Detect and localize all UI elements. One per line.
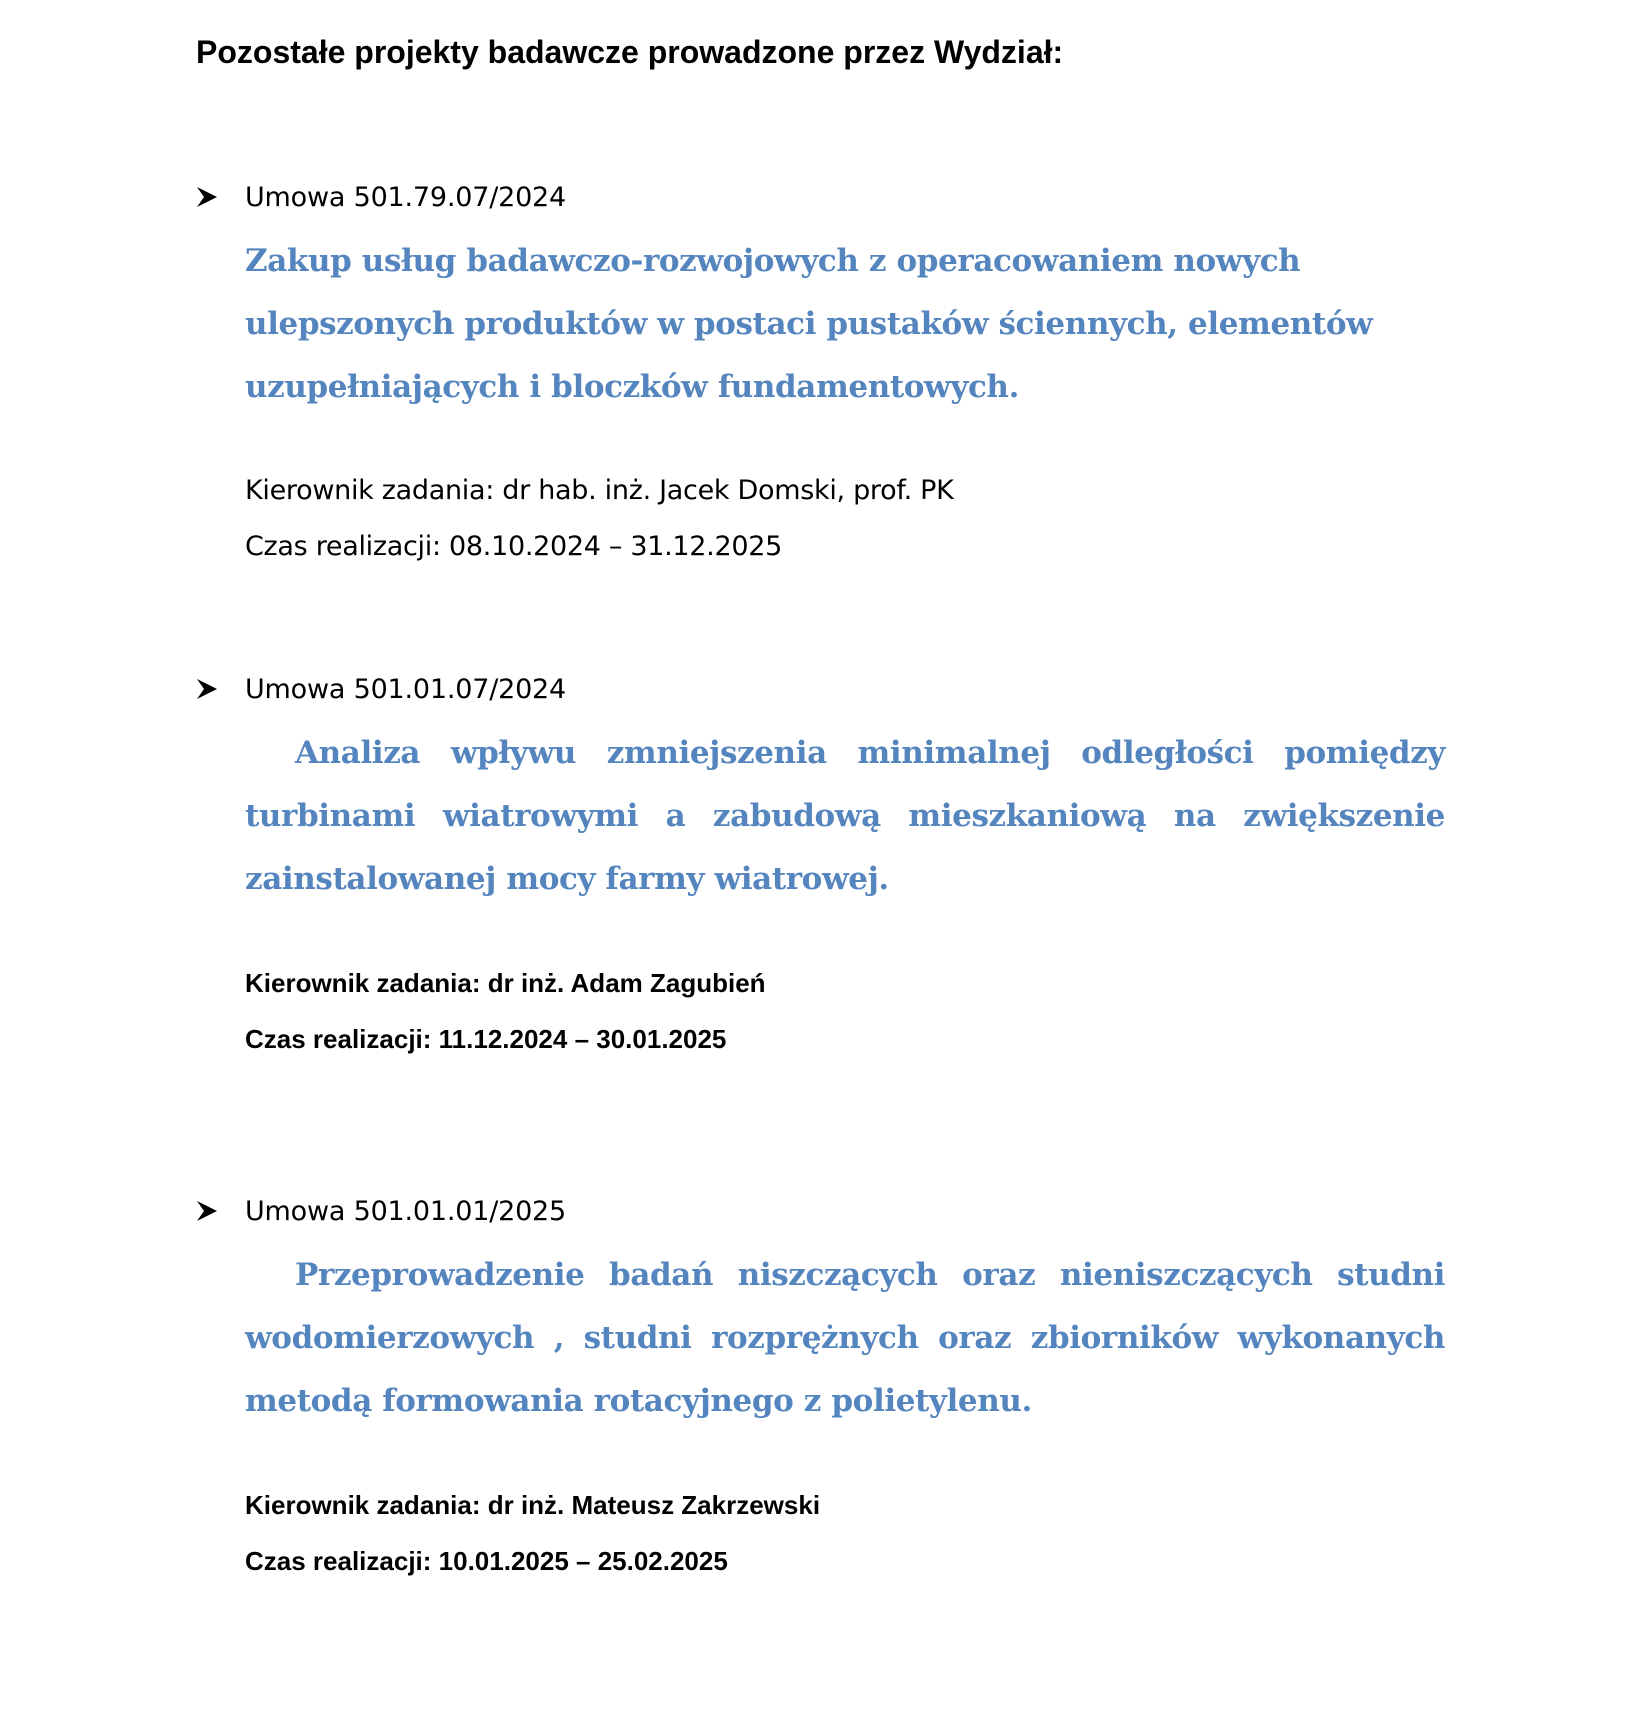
contract-line <box>196 178 1446 218</box>
realization-period: Czas realizacji: 11.12.2024 – 30.01.2025 <box>245 1024 727 1054</box>
arrow-bullet-icon <box>196 186 218 208</box>
contract-number: Umowa 501.01.07/2024 <box>245 674 567 705</box>
project-item <box>196 670 1446 1067</box>
contract-number: Umowa 501.01.01/2025 <box>245 1196 567 1227</box>
task-manager: Kierownik zadania: dr inż. Mateusz Zakrzewski <box>245 1490 821 1520</box>
arrow-bullet-icon <box>196 678 218 700</box>
page-heading: Pozostałe projekty badawcze prowadzone przez Wydział: <box>196 34 1064 70</box>
realization-period: Czas realizacji: 10.01.2025 – 25.02.2025 <box>245 1546 728 1576</box>
project-title: Analiza wpływu zmniejszenia minimalnej odległości pomiędzy turbinami wiatrowymi a zabudową mieszkaniową na zwiększenie zainstalowanej mocy farmy wiatrowej. <box>245 735 1445 897</box>
project-item <box>196 178 1446 575</box>
project-title: Przeprowadzenie badań niszczących oraz nieniszczących studni wodomierzowych , studni rozprężnych oraz zbiorników wykonanych metodą formowania rotacyjnego z polietylenu. <box>245 1257 1445 1419</box>
task-manager: Kierownik zadania: dr inż. Adam Zagubień <box>245 968 766 998</box>
arrow-bullet-icon <box>196 1200 218 1222</box>
contract-line <box>196 670 1446 710</box>
project-title: Zakup usług badawczo-rozwojowych z operacowaniem nowych ulepszonych produktów w postaci pustaków ściennych, elementów uzupełniających i bloczków fundamentowych. <box>245 243 1373 405</box>
contract-number: Umowa 501.79.07/2024 <box>245 182 567 213</box>
contract-line <box>196 1192 1446 1232</box>
task-manager: Kierownik zadania: dr hab. inż. Jacek Domski, prof. PK <box>245 475 954 506</box>
project-item <box>196 1192 1446 1589</box>
realization-period: Czas realizacji: 08.10.2024 – 31.12.2025 <box>245 531 782 562</box>
